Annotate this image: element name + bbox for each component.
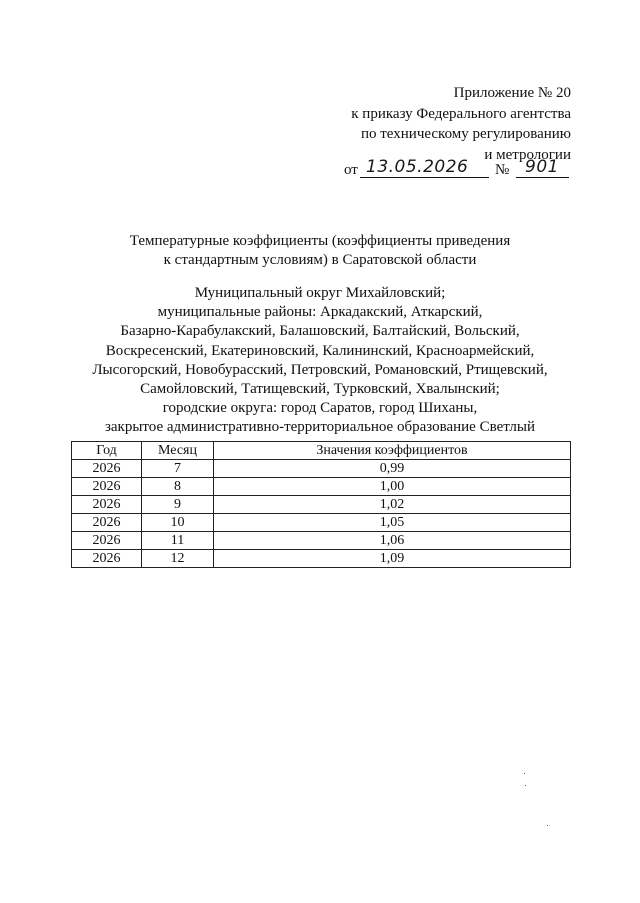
document-title bbox=[0, 232, 640, 270]
cell-month: 9 bbox=[142, 496, 214, 514]
scan-speck bbox=[547, 825, 548, 826]
cell-month: 7 bbox=[142, 460, 214, 478]
col-header-year: Год bbox=[72, 442, 142, 460]
territory-list bbox=[0, 284, 640, 438]
territory-line: Воскресенский, Екатериновский, Калининский, Красноармейский, bbox=[105, 342, 535, 359]
territory-line: городские округа: город Саратов, город Шиханы, bbox=[162, 400, 478, 417]
table-row bbox=[72, 532, 571, 550]
cell-value: 1,09 bbox=[214, 550, 571, 568]
scan-speck bbox=[524, 773, 525, 774]
cell-value: 1,00 bbox=[214, 478, 571, 496]
cell-year: 2026 bbox=[72, 478, 142, 496]
appendix-number: Приложение № 20 bbox=[453, 85, 571, 101]
date-underline bbox=[360, 177, 489, 178]
table-row bbox=[72, 514, 571, 532]
cell-month: 10 bbox=[142, 514, 214, 532]
agency-name: по техническому регулированию bbox=[360, 126, 571, 142]
cell-value: 1,05 bbox=[214, 514, 571, 532]
coefficients-table bbox=[71, 441, 571, 568]
order-reference: к приказу Федерального агентства bbox=[351, 105, 571, 122]
cell-year: 2026 bbox=[72, 460, 142, 478]
cell-year: 2026 bbox=[72, 514, 142, 532]
territory-line: муниципальные районы: Аркадакский, Аткарский, bbox=[157, 304, 483, 321]
cell-month: 11 bbox=[142, 532, 214, 550]
col-header-value: Значения коэффициентов bbox=[214, 442, 571, 460]
territory-line: Муниципальный округ Михайловский; bbox=[194, 285, 446, 301]
table-header-row bbox=[72, 442, 571, 460]
number-label: № bbox=[495, 162, 510, 178]
cell-value: 0,99 bbox=[214, 460, 571, 478]
cell-year: 2026 bbox=[72, 550, 142, 568]
table-row bbox=[72, 496, 571, 514]
cell-year: 2026 bbox=[72, 532, 142, 550]
cell-value: 1,06 bbox=[214, 532, 571, 550]
from-label: от bbox=[344, 162, 358, 178]
handwritten-date: 13.05.2026 bbox=[366, 157, 469, 177]
title-line: Температурные коэффициенты (коэффициенты приведения bbox=[129, 233, 511, 249]
territory-line: Самойловский, Татищевский, Турковский, Хвалынский; bbox=[140, 381, 500, 398]
table-row bbox=[72, 478, 571, 496]
territory-line: Лысогорский, Новобурасский, Петровский, Романовский, Ртищевский, bbox=[92, 361, 548, 378]
cell-month: 12 bbox=[142, 550, 214, 568]
cell-month: 8 bbox=[142, 478, 214, 496]
agency-name-cont: и метрологии bbox=[484, 146, 571, 163]
cell-year: 2026 bbox=[72, 496, 142, 514]
table-row bbox=[72, 460, 571, 478]
cell-value: 1,02 bbox=[214, 496, 571, 514]
territory-line: закрытое административно-территориальное образование Светлый bbox=[104, 419, 536, 436]
col-header-month: Месяц bbox=[142, 442, 214, 460]
number-underline bbox=[516, 177, 569, 178]
appendix-header bbox=[351, 83, 571, 165]
title-line: к стандартным условиям) в Саратовской области bbox=[163, 252, 477, 268]
territory-line: Базарно-Карабулакский, Балашовский, Балтайский, Вольский, bbox=[120, 323, 520, 340]
scan-speck bbox=[525, 785, 526, 786]
handwritten-number: 901 bbox=[525, 157, 559, 177]
table-row bbox=[72, 550, 571, 568]
